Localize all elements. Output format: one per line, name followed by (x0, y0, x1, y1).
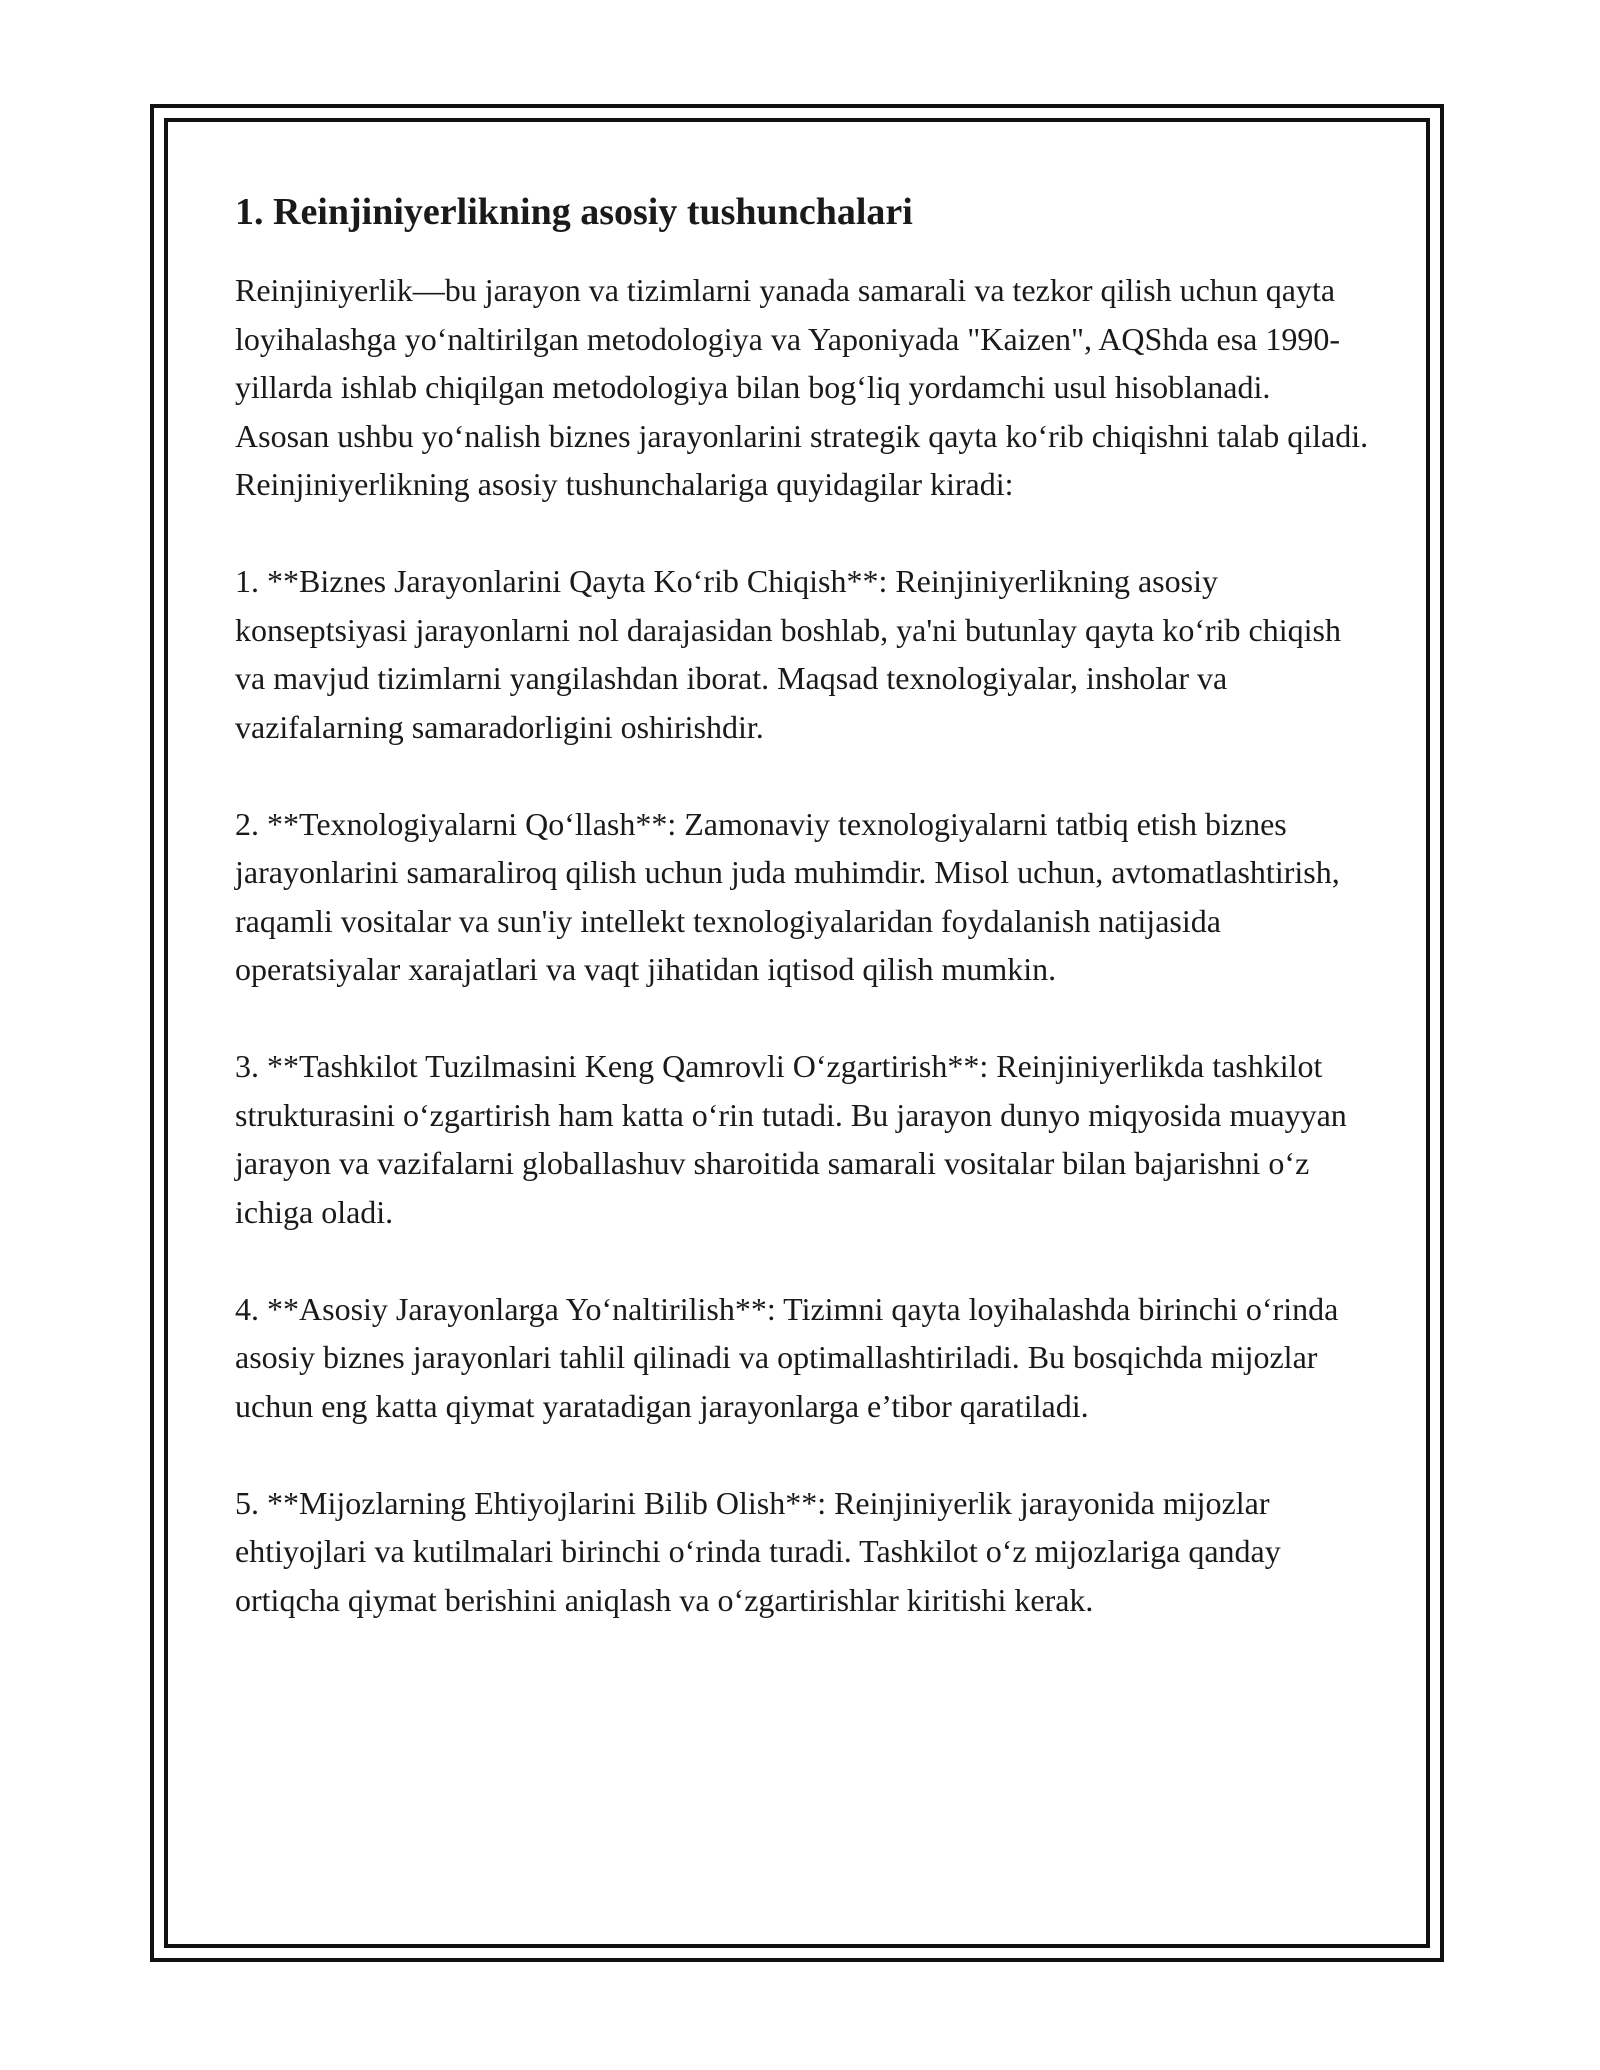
list-item: 5. **Mijozlarning Ehtiyojlarini Bilib Olish**: Reinjiniyerlik jarayonida mijozlar ehtiyojlari va kutilmalari birinchi o‘rinda turadi. Tashkilot o‘z mijozlariga qanday ortiqcha qiymat berishini aniqlash va o‘zgartirishlar kiritishi kerak. (235, 1484, 1281, 1618)
list-item: 3. **Tashkilot Tuzilmasini Keng Qamrovli O‘zgartirish**: Reinjiniyerlikda tashkilot strukturasini o‘zgartirish ham katta o‘rin tutadi. Bu jarayon dunyo miqyosida muayyan jarayon va vazifalarni globallashuv sharoitida samarali vositalar bilan bajarishni o‘z ichiga oladi. (235, 1048, 1347, 1230)
list-item: 4. **Asosiy Jarayonlarga Yo‘naltirilish**: Tizimni qayta loyihalashda birinchi o‘rinda asosiy biznes jarayonlari tahlil qilinadi va optimallashtiriladi. Bu bosqichda mijozlar uchun eng katta qiymat yaratadigan jarayonlarga e’tibor qaratiladi. (235, 1290, 1339, 1424)
list-item: 1. **Biznes Jarayonlarini Qayta Ko‘rib Chiqish**: Reinjiniyerlikning asosiy konseptsiyasi jarayonlarni nol darajasidan boshlab, ya'ni butunlay qayta ko‘rib chiqish va mavjud tizimlarni yangilashdan iborat. Maqsad texnologiyalar, insholar va vazifalarning samaradorligini oshirishdir. (235, 563, 1341, 745)
list-item: 2. **Texnologiyalarni Qo‘llash**: Zamonaviy texnologiyalarni tatbiq etish biznes jarayonlarini samaraliroq qilish uchun juda muhimdir. Misol uchun, avtomatlashtirish, raqamli vositalar va sun'iy intellekt texnologiyalaridan foydalanish natijasida operatsiyalar xarajatlari va vaqt jihatidan iqtisod qilish mumkin. (235, 805, 1340, 987)
section-heading: 1. Reinjiniyerlikning asosiy tushunchalari (235, 191, 913, 233)
intro-paragraph: Reinjiniyerlik—bu jarayon va tizimlarni yanada samarali va tezkor qilish uchun qayta loyihalashga yo‘naltirilgan metodologiya va Yaponiyada "Kaizen", AQShda esa 1990-yillarda ishlab chiqilgan metodologiya bilan bog‘liq yordamchi usul hisoblanadi. Asosan ushbu yo‘nalish biznes jarayonlarini strategik qayta ko‘rib chiqishni talab qiladi. Reinjiniyerlikning asosiy tushunchalariga quyidagilar kiradi: (235, 272, 1369, 502)
document-body (235, 188, 1370, 1673)
